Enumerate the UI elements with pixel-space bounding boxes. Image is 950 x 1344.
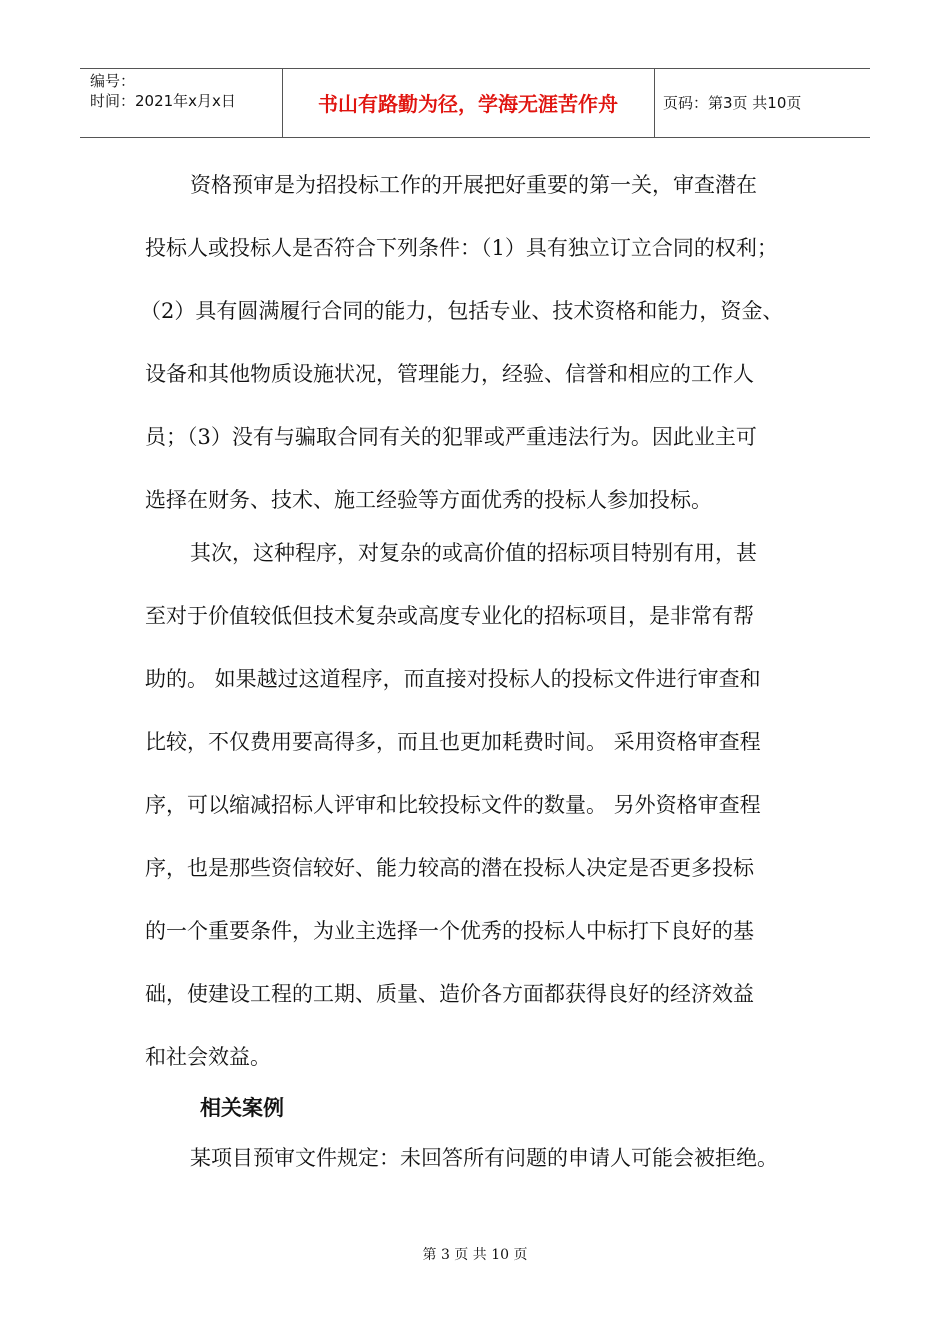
body-line: 助的。 如果越过这道程序，而直接对投标人的投标文件进行审查和	[145, 667, 761, 691]
body-line: 序，可以缩减招标人评审和比较投标文件的数量。 另外资格审查程	[145, 793, 761, 817]
body-line: 其次，这种程序，对复杂的或高价值的招标项目特别有用，甚	[190, 541, 757, 565]
header-page-info: 页码：第3页 共10页	[663, 94, 802, 112]
section-heading: 相关案例	[200, 1096, 284, 1120]
document-date: 时间：2021年x月x日	[90, 92, 236, 110]
body-line: 资格预审是为招投标工作的开展把好重要的第一关，审查潜在	[190, 173, 757, 197]
header-motto: 书山有路勤为径，学海无涯苦作舟	[318, 92, 618, 116]
body-line: 的一个重要条件，为业主选择一个优秀的投标人中标打下良好的基	[145, 919, 754, 943]
header-motto-cell	[282, 69, 655, 137]
body-line: 比较，不仅费用要高得多，而且也更加耗费时间。 采用资格审查程	[145, 730, 761, 754]
body-line: 序，也是那些资信较好、能力较高的潜在投标人决定是否更多投标	[145, 856, 754, 880]
body-line: 投标人或投标人是否符合下列条件：（1）具有独立订立合同的权利；	[145, 236, 778, 260]
body-line: 础，使建设工程的工期、质量、造价各方面都获得良好的经济效益	[145, 982, 754, 1006]
body-line: 至对于价值较低但技术复杂或高度专业化的招标项目，是非常有帮	[145, 604, 754, 628]
header-meta-cell	[80, 69, 283, 137]
body-line: （2）具有圆满履行合同的能力，包括专业、技术资格和能力，资金、	[140, 299, 784, 323]
case-line: 某项目预审文件规定：未回答所有问题的申请人可能会被拒绝。	[190, 1146, 778, 1170]
page-header	[80, 68, 870, 138]
header-page-cell	[655, 69, 870, 137]
page-footer: 第 3 页 共 10 页	[422, 1247, 528, 1263]
body-line: 和社会效益。	[145, 1045, 271, 1069]
body-line: 设备和其他物质设施状况，管理能力，经验、信誉和相应的工作人	[145, 362, 754, 386]
body-line: 选择在财务、技术、施工经验等方面优秀的投标人参加投标。	[145, 488, 712, 512]
body-line: 员；（3）没有与骗取合同有关的犯罪或严重违法行为。因此业主可	[145, 425, 757, 449]
document-number-label: 编号：	[90, 72, 136, 90]
